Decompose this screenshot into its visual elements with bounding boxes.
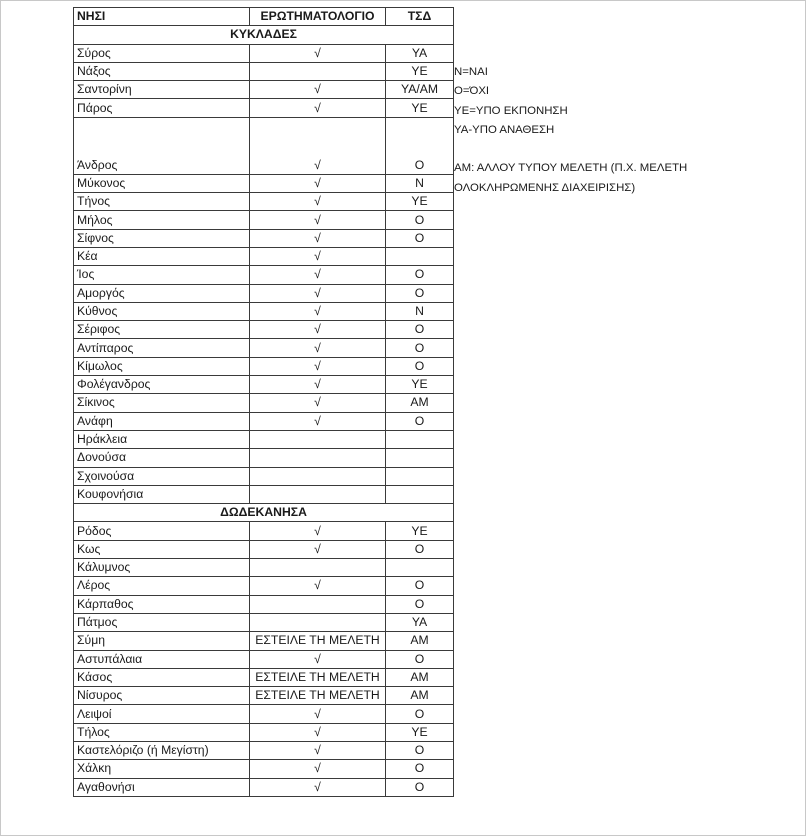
table-row [74, 430, 454, 448]
tsd-cell: ΥΑ/ΑΜ [386, 81, 454, 99]
questionnaire-cell: √ [250, 99, 386, 117]
island-cell: Κάσος [74, 668, 250, 686]
legend-note-line-2: ΟΛΟΚΛΗΡΩΜΕΝΗΣ ΔΙΑΧΕΙΡΙΣΗΣ) [454, 181, 636, 194]
tsd-cell: ΥΑ [386, 613, 454, 631]
questionnaire-cell: √ [250, 723, 386, 741]
table-row [74, 522, 454, 540]
table-row [74, 668, 454, 686]
island-cell: Πάτμος [74, 613, 250, 631]
table-row [74, 577, 454, 595]
island-cell: Σίκινος [74, 394, 250, 412]
tsd-cell: ΑΜ [386, 687, 454, 705]
questionnaire-cell: √ [250, 302, 386, 320]
section-header-row [74, 26, 454, 44]
island-cell: Λέρος [74, 577, 250, 595]
tsd-cell: Ο [386, 778, 454, 796]
island-cell: Κύθνος [74, 302, 250, 320]
questionnaire-cell: √ [250, 394, 386, 412]
tsd-cell: Ο [386, 705, 454, 723]
questionnaire-cell: √ [250, 540, 386, 558]
legend-no: Ο=ΌΧΙ [454, 85, 490, 98]
questionnaire-cell [250, 430, 386, 448]
header-questionnaire: ΕΡΩΤΗΜΑΤΟΛΟΓΙΟ [250, 8, 386, 26]
island-cell: Αντίπαρος [74, 339, 250, 357]
tsd-cell [386, 430, 454, 448]
table-row [74, 302, 454, 320]
tsd-cell [386, 485, 454, 503]
table-row [74, 117, 454, 174]
island-cell: Σέριφος [74, 321, 250, 339]
tsd-cell: ΑΜ [386, 394, 454, 412]
island-cell: Κουφονήσια [74, 485, 250, 503]
tsd-cell: Ν [386, 174, 454, 192]
table-row [74, 778, 454, 796]
table-row [74, 321, 454, 339]
legend-under-preparation: ΥΕ=ΥΠΟ ΕΚΠΟΝΗΣΗ [454, 104, 568, 117]
questionnaire-cell: √ [250, 577, 386, 595]
tsd-cell: Ο [386, 577, 454, 595]
island-cell: Ρόδος [74, 522, 250, 540]
table-row [74, 339, 454, 357]
tsd-cell: ΥΕ [386, 723, 454, 741]
questionnaire-cell [250, 62, 386, 80]
tsd-cell: Ο [386, 760, 454, 778]
tsd-cell [386, 467, 454, 485]
island-cell: Φολέγανδρος [74, 376, 250, 394]
questionnaire-cell: √ [250, 339, 386, 357]
table-row [74, 211, 454, 229]
island-cell: Χάλκη [74, 760, 250, 778]
questionnaire-cell [250, 595, 386, 613]
island-cell: Λειψοί [74, 705, 250, 723]
tsd-cell: ΥΕ [386, 522, 454, 540]
island-cell: Αστυπάλαια [74, 650, 250, 668]
table-row [74, 394, 454, 412]
questionnaire-cell: √ [250, 266, 386, 284]
questionnaire-cell: √ [250, 376, 386, 394]
table-row [74, 193, 454, 211]
questionnaire-cell: √ [250, 174, 386, 192]
legend [454, 63, 687, 198]
table-row [74, 284, 454, 302]
questionnaire-cell: √ [250, 760, 386, 778]
island-cell: Νίσυρος [74, 687, 250, 705]
table-row [74, 266, 454, 284]
tsd-cell: Ο [386, 412, 454, 430]
island-cell: Σύμη [74, 632, 250, 650]
tsd-cell: Ο [386, 211, 454, 229]
tsd-cell: ΥΕ [386, 376, 454, 394]
table-row [74, 229, 454, 247]
island-cell: Κίμωλος [74, 357, 250, 375]
island-cell: Αγαθονήσι [74, 778, 250, 796]
table-row [74, 485, 454, 503]
table-row [74, 376, 454, 394]
section-header-row [74, 504, 454, 522]
questionnaire-cell: √ [250, 522, 386, 540]
questionnaire-cell: √ [250, 650, 386, 668]
questionnaire-cell: √ [250, 247, 386, 265]
tsd-cell: ΥΑ [386, 44, 454, 62]
table-header-row [74, 8, 454, 26]
header-tsd: ΤΣΔ [386, 8, 454, 26]
island-cell: Κάρπαθος [74, 595, 250, 613]
table-row [74, 613, 454, 631]
tsd-cell [386, 247, 454, 265]
table-row [74, 467, 454, 485]
questionnaire-cell: √ [250, 412, 386, 430]
table-row [74, 559, 454, 577]
tsd-cell: Ο [386, 357, 454, 375]
tsd-cell: Ο [386, 284, 454, 302]
tsd-cell: ΑΜ [386, 668, 454, 686]
table-row [74, 62, 454, 80]
questionnaire-cell: √ [250, 778, 386, 796]
island-cell: Ηράκλεια [74, 430, 250, 448]
table-row [74, 412, 454, 430]
table-row [74, 760, 454, 778]
island-cell: Τήνος [74, 193, 250, 211]
tsd-cell: ΥΕ [386, 193, 454, 211]
legend-gap [454, 140, 687, 159]
island-cell: Ανάφη [74, 412, 250, 430]
questionnaire-cell: √ [250, 741, 386, 759]
legend-yes: Ν=ΝΑΙ [454, 66, 488, 78]
islands-table [73, 7, 454, 797]
island-cell: Αμοργός [74, 284, 250, 302]
table-row [74, 741, 454, 759]
tsd-cell: Ο [386, 117, 454, 174]
tsd-cell: Ο [386, 321, 454, 339]
tsd-cell: Ν [386, 302, 454, 320]
table-row [74, 687, 454, 705]
header-island: ΝΗΣΙ [74, 8, 250, 26]
table-row [74, 650, 454, 668]
table-row [74, 540, 454, 558]
island-cell: Μήλος [74, 211, 250, 229]
legend-note-line-1: ΑΜ: ΑΛΛΟΥ ΤΥΠΟΥ ΜΕΛΕΤΗ (Π.Χ. ΜΕΛΕΤΗ [454, 162, 688, 175]
questionnaire-cell [250, 467, 386, 485]
questionnaire-cell: ΕΣΤΕΙΛΕ ΤΗ ΜΕΛΕΤΗ [250, 687, 386, 705]
questionnaire-cell: √ [250, 193, 386, 211]
questionnaire-cell: √ [250, 117, 386, 174]
tsd-cell: Ο [386, 540, 454, 558]
island-cell: Σχοινούσα [74, 467, 250, 485]
questionnaire-cell: √ [250, 44, 386, 62]
tsd-cell: Ο [386, 266, 454, 284]
island-cell: Νάξος [74, 62, 250, 80]
island-cell: Καστελόριζο (ή Μεγίστη) [74, 741, 250, 759]
questionnaire-cell: √ [250, 211, 386, 229]
questionnaire-cell: √ [250, 321, 386, 339]
questionnaire-cell [250, 613, 386, 631]
tsd-cell: Ο [386, 339, 454, 357]
island-cell: Κέα [74, 247, 250, 265]
section-title: ΔΩΔΕΚΑΝΗΣΑ [74, 504, 454, 522]
table-row [74, 81, 454, 99]
table-row [74, 174, 454, 192]
tsd-cell: ΥΕ [386, 99, 454, 117]
questionnaire-cell [250, 449, 386, 467]
island-cell: Άνδρος [74, 117, 250, 174]
table-row [74, 99, 454, 117]
questionnaire-cell [250, 559, 386, 577]
tsd-cell: Ο [386, 650, 454, 668]
legend-under-assignment: ΥΑ-ΥΠΟ ΑΝΑΘΕΣΗ [454, 123, 555, 136]
table-row [74, 357, 454, 375]
questionnaire-cell [250, 485, 386, 503]
tsd-cell [386, 559, 454, 577]
table-row [74, 44, 454, 62]
section-title: ΚΥΚΛΑΔΕΣ [74, 26, 454, 44]
questionnaire-cell: √ [250, 357, 386, 375]
questionnaire-cell: √ [250, 705, 386, 723]
tsd-cell [386, 449, 454, 467]
questionnaire-cell: √ [250, 284, 386, 302]
table-row [74, 723, 454, 741]
table-row [74, 632, 454, 650]
questionnaire-cell: ΕΣΤΕΙΛΕ ΤΗ ΜΕΛΕΤΗ [250, 632, 386, 650]
questionnaire-cell: √ [250, 81, 386, 99]
questionnaire-cell: ΕΣΤΕΙΛΕ ΤΗ ΜΕΛΕΤΗ [250, 668, 386, 686]
island-cell: Πάρος [74, 99, 250, 117]
table-row [74, 705, 454, 723]
island-cell: Σύρος [74, 44, 250, 62]
island-cell: Σίφνος [74, 229, 250, 247]
tsd-cell: ΑΜ [386, 632, 454, 650]
table-row [74, 595, 454, 613]
island-cell: Μύκονος [74, 174, 250, 192]
island-cell: Κάλυμνος [74, 559, 250, 577]
table-row [74, 247, 454, 265]
table-row [74, 449, 454, 467]
questionnaire-cell: √ [250, 229, 386, 247]
island-cell: Δονούσα [74, 449, 250, 467]
island-cell: Τήλος [74, 723, 250, 741]
island-cell: Κως [74, 540, 250, 558]
tsd-cell: Ο [386, 741, 454, 759]
tsd-cell: ΥΕ [386, 62, 454, 80]
island-cell: Σαντορίνη [74, 81, 250, 99]
tsd-cell: Ο [386, 595, 454, 613]
tsd-cell: Ο [386, 229, 454, 247]
island-cell: Ίος [74, 266, 250, 284]
